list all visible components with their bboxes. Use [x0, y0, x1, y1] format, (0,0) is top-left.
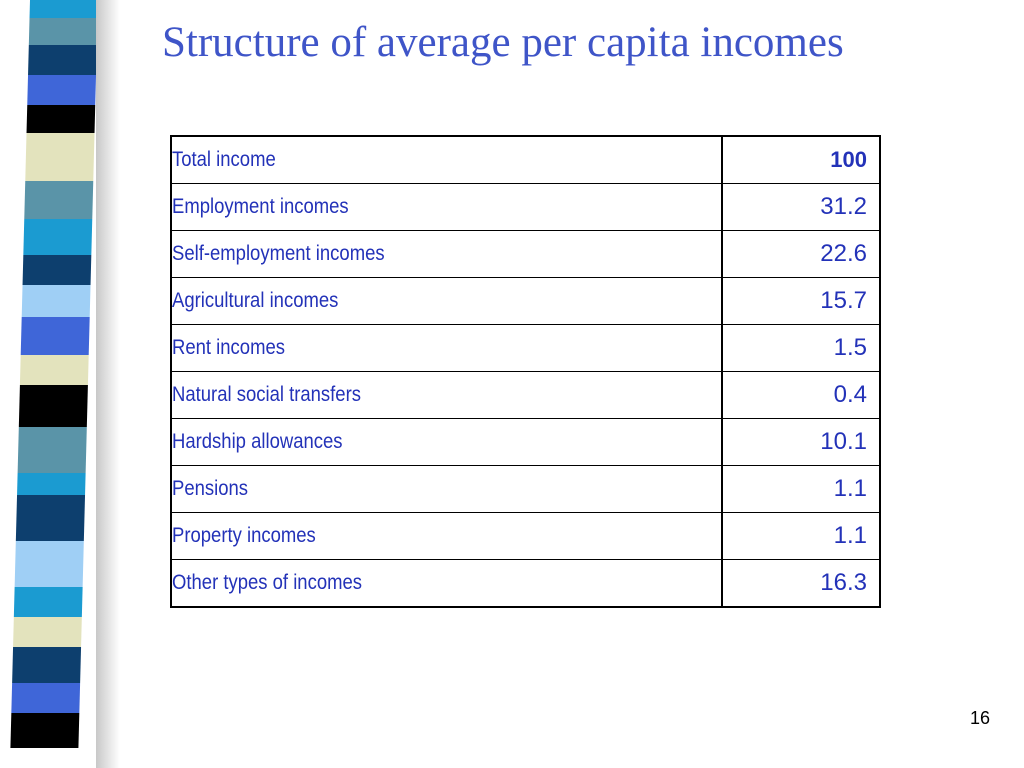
decorative-stripe [23, 255, 92, 285]
row-label-cell [171, 231, 722, 278]
decorative-stripe [18, 427, 87, 473]
row-label: Agricultural incomes [172, 289, 339, 312]
row-label-cell [171, 278, 722, 325]
decorative-stripe [17, 473, 86, 495]
row-value-cell [722, 136, 880, 184]
row-value: 1.1 [833, 475, 867, 502]
decorative-stripe [30, 0, 98, 18]
row-label: Total income [172, 148, 276, 171]
row-label-cell [171, 325, 722, 372]
decorative-stripe-bar [10, 0, 98, 768]
page-number: 16 [969, 708, 991, 728]
row-label-cell [171, 136, 722, 184]
row-label: Employment incomes [172, 195, 349, 218]
row-value: 15.7 [820, 287, 867, 314]
row-label-cell [171, 560, 722, 608]
row-value-cell [722, 560, 880, 608]
row-value-cell [722, 325, 880, 372]
decorative-stripe [16, 495, 85, 541]
row-label: Other types of incomes [172, 571, 363, 594]
table-row [171, 466, 880, 513]
income-structure-table [170, 135, 881, 608]
decorative-stripe [23, 219, 92, 255]
row-label: Hardship allowances [172, 430, 343, 453]
row-value-cell [722, 278, 880, 325]
decorative-stripe [22, 285, 91, 317]
decorative-stripe [12, 647, 81, 683]
row-label-cell [171, 466, 722, 513]
slide-title: Structure of average per capita incomes [162, 19, 844, 66]
row-label: Self-employment incomes [172, 242, 385, 265]
row-label: Natural social transfers [172, 383, 361, 406]
row-label-cell [171, 419, 722, 466]
row-value-cell [722, 466, 880, 513]
row-value-cell [722, 513, 880, 560]
row-value: 16.3 [820, 569, 867, 596]
row-value-cell [722, 184, 880, 231]
decorative-stripe [13, 617, 82, 647]
row-value: 31.2 [820, 193, 867, 220]
row-value: 1.5 [833, 334, 867, 361]
table-row [171, 560, 880, 608]
row-value-cell [722, 372, 880, 419]
table-row [171, 278, 880, 325]
row-value: 1.1 [833, 522, 867, 549]
row-value-cell [722, 419, 880, 466]
table-row [171, 419, 880, 466]
decorative-stripe [21, 317, 90, 355]
row-label: Pensions [172, 477, 249, 500]
decorative-stripe [15, 541, 84, 587]
row-label: Rent incomes [172, 336, 285, 359]
stripe-shadow [96, 0, 120, 768]
decorative-stripe [28, 45, 97, 75]
decorative-stripe [11, 683, 80, 713]
table-row [171, 372, 880, 419]
decorative-stripe [20, 355, 89, 385]
decorative-stripe [27, 105, 96, 133]
row-label-cell [171, 513, 722, 560]
decorative-stripe [19, 385, 88, 427]
row-value-cell [722, 231, 880, 278]
row-value: 0.4 [833, 381, 867, 408]
row-label: Property incomes [172, 524, 316, 547]
decorative-stripe [14, 587, 83, 617]
row-label-cell [171, 184, 722, 231]
decorative-stripe [24, 181, 93, 219]
row-value: 22.6 [820, 240, 867, 267]
table-row [171, 231, 880, 278]
decorative-stripe [25, 133, 94, 181]
row-value: 100 [830, 147, 867, 172]
decorative-stripe [10, 713, 79, 748]
decorative-stripe [29, 18, 98, 45]
decorative-stripe [27, 75, 96, 105]
table-row [171, 136, 880, 184]
row-label-cell [171, 372, 722, 419]
table-row [171, 325, 880, 372]
table-row [171, 513, 880, 560]
table-row [171, 184, 880, 231]
row-value: 10.1 [820, 428, 867, 455]
